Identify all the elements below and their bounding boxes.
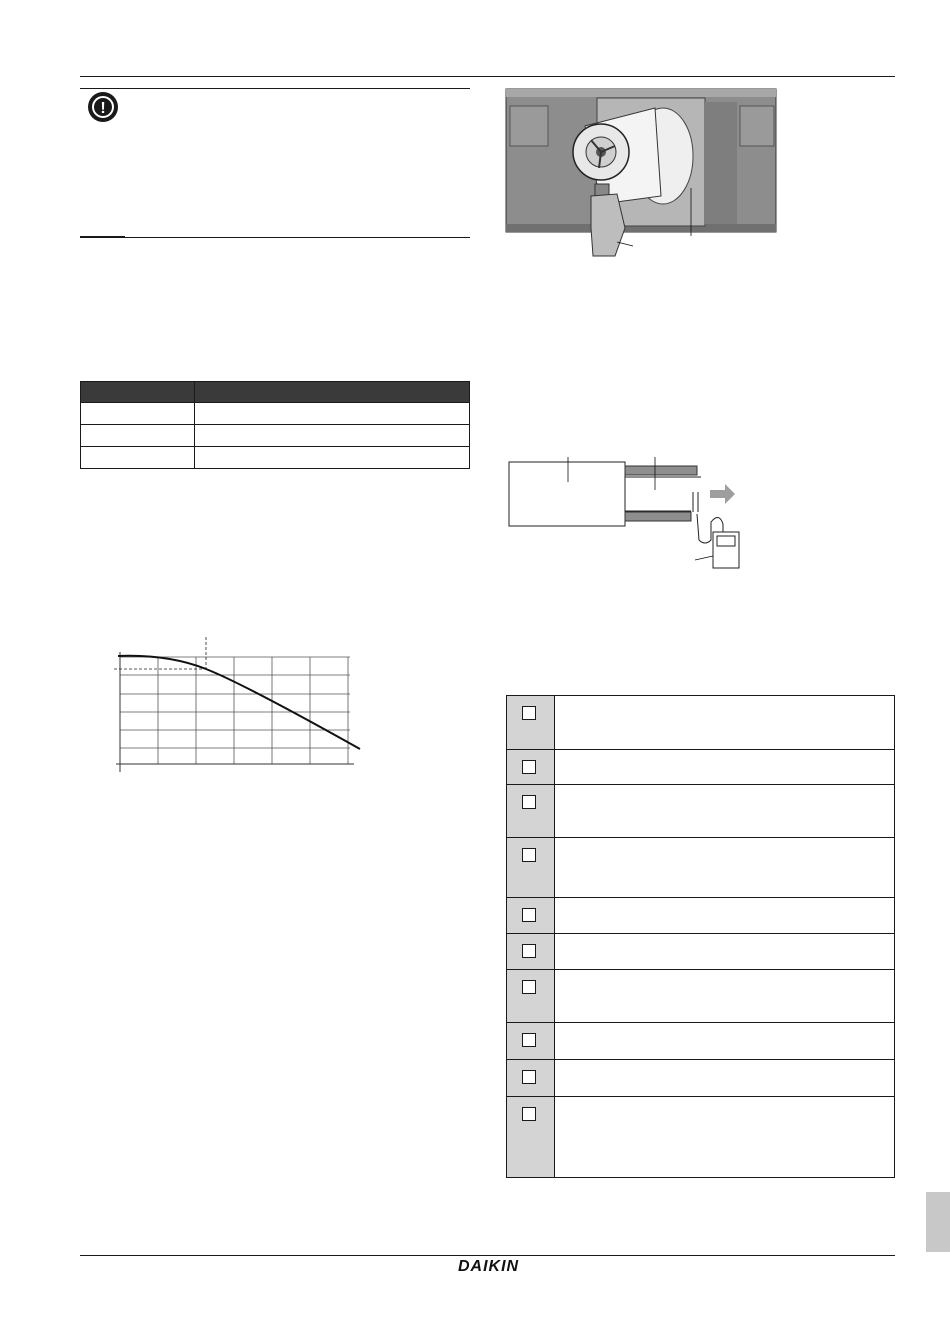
checkbox-gutter <box>507 898 555 933</box>
list-item-text <box>555 970 894 1022</box>
list-item-text <box>555 838 894 897</box>
checkbox-gutter <box>507 934 555 969</box>
table-cell <box>81 447 195 469</box>
header-rule <box>80 76 895 77</box>
arrow-right-icon <box>710 484 735 504</box>
notice-top-rule <box>80 88 470 89</box>
table-row <box>81 403 470 425</box>
graph-grid <box>120 657 350 764</box>
list-item-text <box>555 934 894 969</box>
checkbox-gutter <box>507 750 555 784</box>
list-item <box>507 1059 894 1096</box>
table-cell <box>81 425 195 447</box>
anemometer-display <box>595 184 609 196</box>
checkbox[interactable] <box>522 848 536 862</box>
duct-bottom-insulation <box>625 512 691 521</box>
right-bracket <box>740 106 774 146</box>
checkbox-gutter <box>507 970 555 1022</box>
checkbox[interactable] <box>522 795 536 809</box>
checkbox-gutter <box>507 838 555 897</box>
checkbox[interactable] <box>522 980 536 994</box>
table-header-cell <box>81 382 195 403</box>
table-row <box>81 425 470 447</box>
checkbox-gutter <box>507 696 555 749</box>
graph-curve-line <box>118 656 360 749</box>
duct-top-insulation <box>625 466 697 475</box>
unit-box <box>509 462 625 526</box>
table-header-cell <box>195 382 470 403</box>
checkbox-gutter <box>507 785 555 837</box>
table-cell <box>195 425 470 447</box>
list-item <box>507 1096 894 1177</box>
table-cell <box>195 403 470 425</box>
checkbox-gutter <box>507 1060 555 1096</box>
list-item <box>507 1022 894 1059</box>
list-item <box>507 784 894 837</box>
duct-schematic <box>505 452 755 574</box>
manometer-leader <box>695 556 713 560</box>
table-row <box>81 447 470 469</box>
list-item <box>507 749 894 784</box>
checkbox[interactable] <box>522 760 536 774</box>
list-item <box>507 837 894 897</box>
list-item <box>507 897 894 933</box>
left-bracket <box>510 106 548 146</box>
notice-bottom-rule <box>80 237 470 238</box>
list-item <box>507 696 894 749</box>
checkbox[interactable] <box>522 908 536 922</box>
list-item-text <box>555 1060 894 1096</box>
exclamation-icon: ! <box>88 92 118 122</box>
table-cell <box>195 447 470 469</box>
list-item-text <box>555 785 894 837</box>
checkbox[interactable] <box>522 1107 536 1121</box>
checkbox[interactable] <box>522 1033 536 1047</box>
checkbox[interactable] <box>522 1070 536 1084</box>
side-tab <box>926 1192 950 1252</box>
checkbox[interactable] <box>522 706 536 720</box>
list-item-text <box>555 1097 894 1177</box>
list-item-text <box>555 1023 894 1059</box>
checkbox-gutter <box>507 1023 555 1059</box>
pitot-tube <box>693 492 698 512</box>
checklist <box>506 695 895 1178</box>
brand-logo: DAIKIN <box>458 1258 520 1275</box>
checkbox[interactable] <box>522 944 536 958</box>
footer-rule <box>80 1255 895 1256</box>
fan-curve-graph <box>108 632 370 777</box>
table-header-row <box>81 382 470 403</box>
list-item-text <box>555 898 894 933</box>
spec-table <box>80 381 470 469</box>
table-cell <box>81 403 195 425</box>
list-item <box>507 969 894 1022</box>
list-item <box>507 933 894 969</box>
airflow-measurement-illustration <box>505 88 777 260</box>
list-item-text <box>555 696 894 749</box>
list-item-text <box>555 750 894 784</box>
checkbox-gutter <box>507 1097 555 1177</box>
notice-bottom-rule-thick <box>80 236 125 238</box>
